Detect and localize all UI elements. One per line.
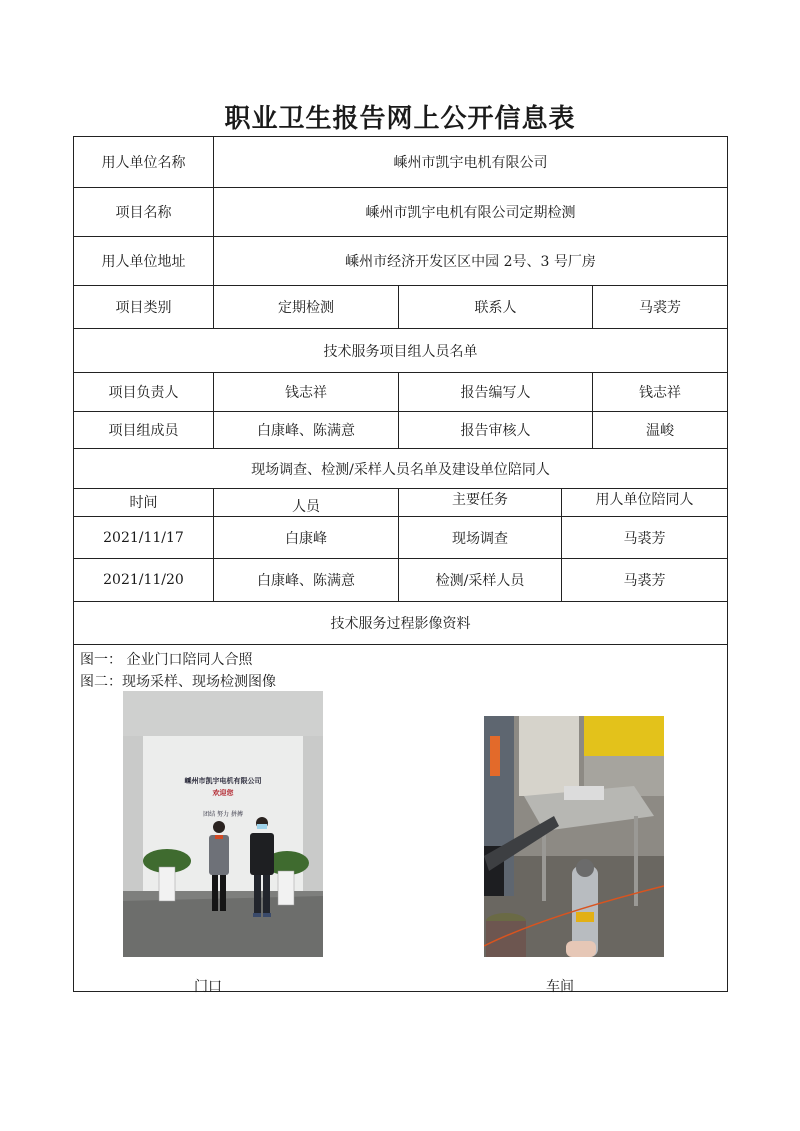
workshop-photo-caption: 车间: [546, 979, 574, 995]
row-employer-name: [74, 137, 727, 188]
entry-escort: 马裘芳: [561, 517, 727, 558]
entry-escort: 马裘芳: [561, 559, 727, 601]
employer-address-value: 嵊州市经济开发区区中园 2号、3 号厂房: [213, 237, 727, 285]
team-heading: 技术服务项目组人员名单: [323, 343, 478, 360]
svg-text:团结 努力 拼搏: 团结 努力 拼搏: [203, 811, 243, 818]
row-employer-address: [74, 237, 727, 286]
entry-date: 2021/11/20: [103, 572, 184, 588]
employer-name-value: 嵊州市凯宇电机有限公司: [213, 137, 727, 187]
svg-text:欢迎您: 欢迎您: [212, 789, 234, 797]
entry-staff: 白康峰: [213, 517, 398, 558]
page-title: 职业卫生报告网上公开信息表: [224, 104, 576, 134]
writer-value: 钱志祥: [592, 373, 727, 411]
col-time: 时间: [129, 495, 158, 511]
workshop-photo: [484, 716, 664, 957]
writer-label: 报告编写人: [398, 373, 592, 411]
project-type-value: 定期检测: [213, 286, 398, 328]
media-heading-row: [74, 602, 727, 645]
entrance-photo: [123, 691, 323, 957]
members-value: 白康峰、陈满意: [213, 412, 398, 448]
field-entry-row: [74, 559, 727, 602]
col-staff: 人员: [213, 489, 398, 516]
field-heading-row: [74, 449, 727, 489]
contact-label: 联系人: [398, 286, 592, 328]
employer-address-label: 用人单位地址: [101, 254, 186, 270]
project-name-value: 嵊州市凯宇电机有限公司定期检测: [213, 188, 727, 236]
entrance-photo-image: [123, 691, 323, 957]
entry-date: 2021/11/17: [103, 529, 184, 546]
reviewer-value: 温峻: [592, 412, 727, 448]
entry-staff: 白康峰、陈满意: [213, 559, 398, 601]
entry-task: 现场调查: [398, 517, 561, 558]
employer-name-label: 用人单位名称: [101, 155, 186, 171]
media-area: [74, 645, 727, 993]
field-heading: 现场调查、检测/采样人员名单及建设单位陪同人: [251, 461, 550, 478]
project-name-label: 项目名称: [115, 205, 172, 221]
project-type-label: 项目类别: [115, 300, 172, 316]
contact-value: 马裘芳: [592, 286, 727, 328]
figure-1-caption: 图一： 企业门口陪同人合照: [80, 652, 253, 668]
field-header-row: [74, 489, 727, 517]
members-label: 项目组成员: [108, 423, 179, 439]
team-heading-row: [74, 329, 727, 373]
entrance-photo-caption: 门口: [194, 979, 222, 995]
reviewer-label: 报告审核人: [398, 412, 592, 448]
svg-text:嵊州市凯宇电机有限公司: 嵊州市凯宇电机有限公司: [184, 777, 262, 785]
row-team-members: [74, 412, 727, 449]
leader-label: 项目负责人: [108, 385, 179, 401]
field-entry-row: [74, 517, 727, 559]
info-table: [73, 136, 728, 995]
leader-value: 钱志祥: [213, 373, 398, 411]
media-heading: 技术服务过程影像资料: [330, 616, 471, 632]
figure-2-caption: 图二：现场采样、现场检测图像: [80, 674, 276, 690]
entry-task: 检测/采样人员: [398, 559, 561, 601]
col-task: 主要任务: [398, 489, 561, 516]
row-project-type: [74, 286, 727, 329]
row-project-name: [74, 188, 727, 237]
workshop-photo-image: [484, 716, 664, 957]
col-escort: 用人单位陪同人: [561, 489, 727, 516]
row-project-leader: [74, 373, 727, 412]
